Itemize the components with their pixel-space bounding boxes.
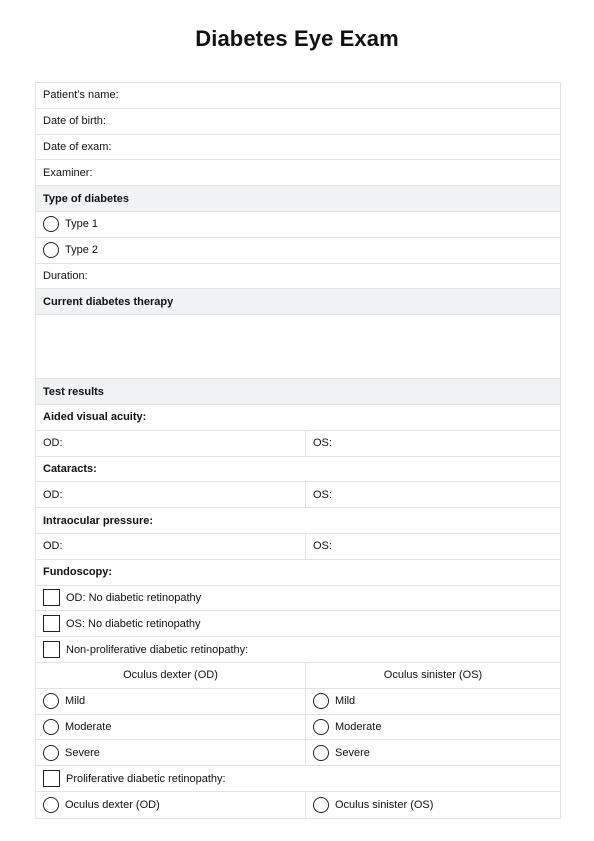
- prolif-od-label: Oculus dexter (OD): [65, 798, 160, 811]
- severe-row: [36, 740, 560, 766]
- os-severe-label: Severe: [335, 746, 370, 759]
- test-results-header: [36, 379, 560, 405]
- os-severe-radio[interactable]: [313, 745, 329, 761]
- od-mild-option[interactable]: [36, 689, 306, 714]
- examiner-field[interactable]: [36, 160, 93, 185]
- os-no-retinopathy-option[interactable]: [36, 611, 201, 636]
- od-no-retinopathy-option[interactable]: [36, 586, 201, 611]
- nonprolif-row: [36, 637, 560, 663]
- moderate-row: [36, 715, 560, 741]
- exam-date-row: [36, 135, 560, 161]
- type2-row: [36, 238, 560, 264]
- type1-label: Type 1: [65, 218, 99, 231]
- exam-form: [35, 82, 561, 819]
- od-column-header: Oculus dexter (OD): [36, 663, 306, 688]
- duration-row: [36, 264, 560, 290]
- duration-field[interactable]: [36, 264, 88, 289]
- os-mild-label: Mild: [335, 695, 356, 708]
- visual-acuity-os-label: OS:: [313, 437, 332, 450]
- therapy-header: [36, 289, 560, 315]
- type1-row: [36, 212, 560, 238]
- patient-name-label: Patient’s name:: [43, 89, 119, 102]
- os-moderate-label: Moderate: [335, 720, 382, 733]
- os-no-retinopathy-checkbox[interactable]: [43, 615, 60, 632]
- od-no-retinopathy-row: [36, 586, 560, 612]
- dob-label: Date of birth:: [43, 115, 106, 128]
- cataracts-od-label: OD:: [43, 488, 63, 501]
- cataracts-os-label: OS:: [313, 488, 332, 501]
- os-mild-option[interactable]: [306, 689, 560, 714]
- patient-name-field[interactable]: [36, 83, 119, 108]
- prolif-row: [36, 766, 560, 792]
- patient-name-row: [36, 83, 560, 109]
- od-no-retinopathy-label: OD: No diabetic retinopathy: [66, 591, 202, 604]
- dob-field[interactable]: [36, 109, 106, 134]
- test-results-heading: Test results: [43, 385, 104, 398]
- os-mild-radio[interactable]: [313, 693, 329, 709]
- mild-row: [36, 689, 560, 715]
- diabetes-type-heading: Type of diabetes: [43, 192, 129, 205]
- visual-acuity-row: [36, 405, 560, 431]
- os-column-header: Oculus sinister (OS): [383, 669, 483, 682]
- pressure-od-field[interactable]: [36, 534, 306, 559]
- duration-label: Duration:: [43, 269, 88, 282]
- prolif-os-option[interactable]: [306, 792, 560, 818]
- cataracts-label: Cataracts:: [43, 462, 97, 475]
- nonprolif-option[interactable]: [36, 637, 248, 662]
- pressure-od-label: OD:: [43, 540, 63, 553]
- od-severe-option[interactable]: [36, 740, 306, 765]
- type1-option[interactable]: [36, 212, 98, 237]
- nonprolif-checkbox[interactable]: [43, 641, 60, 658]
- pressure-label: Intraocular pressure:: [43, 514, 154, 527]
- os-moderate-radio[interactable]: [313, 719, 329, 735]
- od-no-retinopathy-checkbox[interactable]: [43, 589, 60, 606]
- cataracts-row: [36, 457, 560, 483]
- os-no-retinopathy-row: [36, 611, 560, 637]
- type2-label: Type 2: [65, 244, 99, 257]
- cataracts-values-row: [36, 482, 560, 508]
- eye-header-row: [36, 663, 560, 689]
- fundoscopy-row: [36, 560, 560, 586]
- type2-radio[interactable]: [43, 242, 59, 258]
- prolif-od-radio[interactable]: [43, 797, 59, 813]
- os-severe-option[interactable]: [306, 740, 560, 765]
- prolif-label: Proliferative diabetic retinopathy:: [66, 772, 226, 785]
- therapy-heading: Current diabetes therapy: [43, 295, 174, 308]
- od-moderate-radio[interactable]: [43, 719, 59, 735]
- visual-acuity-label: Aided visual acuity:: [43, 411, 147, 424]
- od-severe-radio[interactable]: [43, 745, 59, 761]
- nonprolif-label: Non-proliferative diabetic retinopathy:: [66, 643, 249, 656]
- pressure-os-label: OS:: [313, 540, 332, 553]
- fundoscopy-label: Fundoscopy:: [43, 566, 113, 579]
- os-moderate-option[interactable]: [306, 715, 560, 740]
- prolif-od-option[interactable]: [36, 792, 306, 818]
- exam-date-label: Date of exam:: [43, 140, 112, 153]
- visual-acuity-os-field[interactable]: [306, 431, 560, 456]
- examiner-row: [36, 160, 560, 186]
- visual-acuity-values-row: [36, 431, 560, 457]
- od-severe-label: Severe: [65, 746, 100, 759]
- od-mild-label: Mild: [65, 695, 86, 708]
- visual-acuity-od-field[interactable]: [36, 431, 306, 456]
- od-mild-radio[interactable]: [43, 693, 59, 709]
- type1-radio[interactable]: [43, 216, 59, 232]
- dob-row: [36, 109, 560, 135]
- prolif-os-label: Oculus sinister (OS): [335, 798, 434, 811]
- prolif-os-radio[interactable]: [313, 797, 329, 813]
- exam-date-field[interactable]: [36, 135, 111, 160]
- pressure-row: [36, 508, 560, 534]
- os-no-retinopathy-label: OS: No diabetic retinopathy: [66, 617, 201, 630]
- pressure-os-field[interactable]: [306, 534, 560, 559]
- prolif-option[interactable]: [36, 766, 226, 791]
- cataracts-os-field[interactable]: [306, 482, 560, 507]
- od-moderate-option[interactable]: [36, 715, 306, 740]
- cataracts-od-field[interactable]: [36, 482, 306, 507]
- therapy-text-area[interactable]: [36, 315, 560, 379]
- od-moderate-label: Moderate: [65, 720, 112, 733]
- page-title: Diabetes Eye Exam: [195, 26, 399, 51]
- diabetes-type-header: [36, 186, 560, 212]
- prolif-eyes-row: [36, 792, 560, 818]
- pressure-values-row: [36, 534, 560, 560]
- visual-acuity-od-label: OD:: [43, 437, 63, 450]
- examiner-label: Examiner:: [43, 166, 93, 179]
- prolif-checkbox[interactable]: [43, 770, 60, 787]
- type2-option[interactable]: [36, 238, 98, 263]
